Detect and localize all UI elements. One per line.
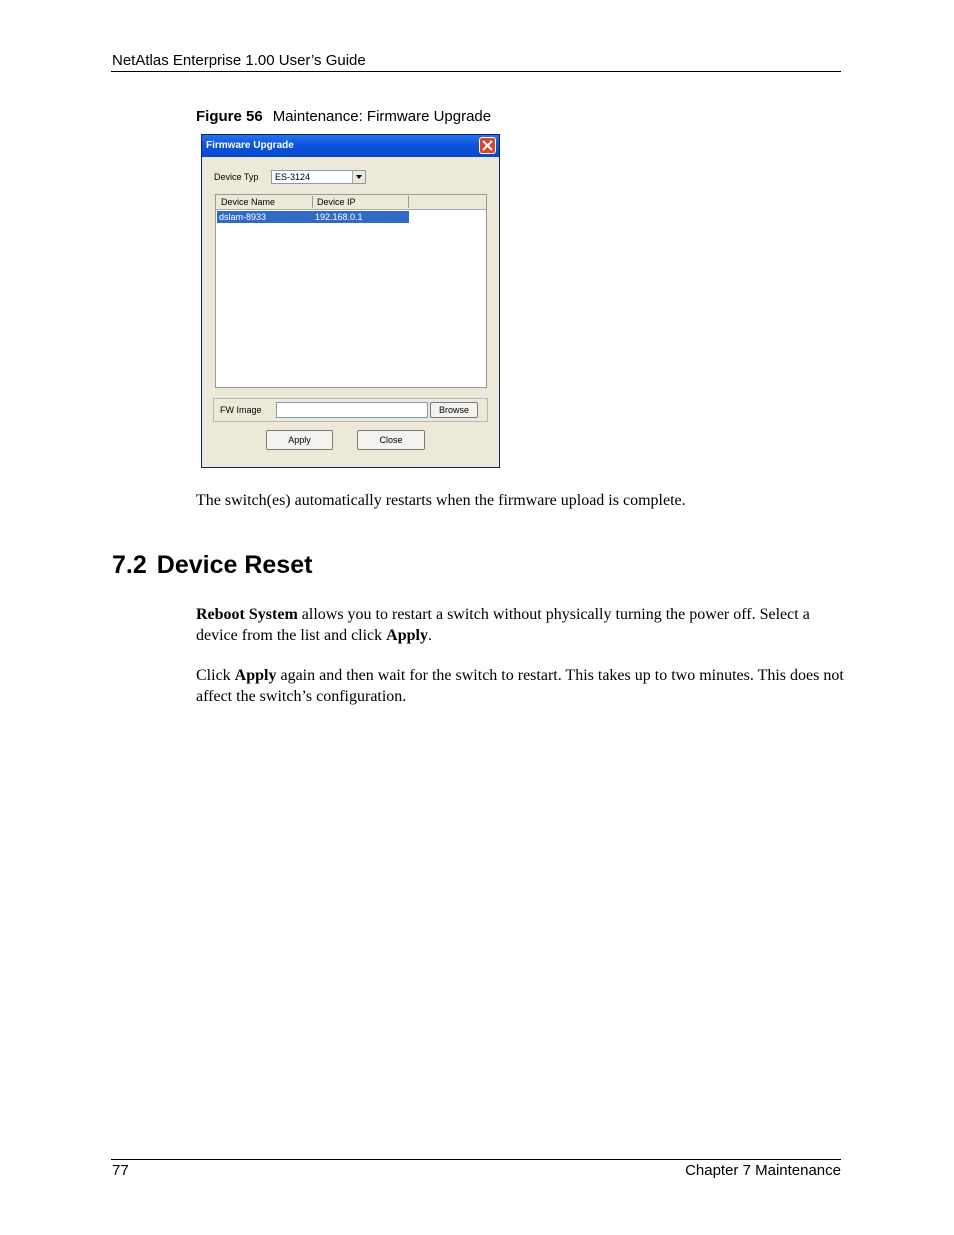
apply-term: Apply <box>234 667 277 684</box>
device-type-label: Device Typ <box>214 172 259 182</box>
list-item[interactable] <box>217 211 409 223</box>
column-separator[interactable] <box>312 196 313 208</box>
fw-image-label: FW Image <box>220 405 262 415</box>
device-ip-cell: 192.168.0.1 <box>315 212 363 222</box>
running-header: NetAtlas Enterprise 1.00 User’s Guide <box>112 52 366 69</box>
figure-number: Figure 56 <box>196 108 263 125</box>
device-name-cell: dslam-8933 <box>219 212 267 222</box>
section-heading <box>112 551 312 580</box>
section-number: 7.2 <box>112 551 147 579</box>
browse-button[interactable] <box>430 402 478 418</box>
fw-image-group <box>213 398 488 422</box>
reboot-text-2: . <box>427 627 432 644</box>
reboot-system-term: Reboot System <box>196 606 298 623</box>
apply-text-1: Click <box>196 667 235 684</box>
reboot-text-1: allows you to restart a switch without physically turning the power off. Select a device from the list and click <box>196 606 810 644</box>
fw-image-input[interactable] <box>276 402 428 418</box>
browse-button-label: Browse <box>438 405 469 415</box>
restart-note: The switch(es) automatically restarts when the firmware upload is complete. <box>196 492 686 509</box>
header-rule <box>111 71 841 72</box>
device-type-value: ES-3124 <box>275 172 311 182</box>
apply-term: Apply <box>386 627 428 644</box>
chevron-down-icon[interactable] <box>352 171 365 183</box>
apply-button-label: Apply <box>288 435 311 445</box>
apply-text-2: again and then wait for the switch to restart. This takes up to two minutes. This does not affect the switch’s configuration. <box>196 667 844 705</box>
apply-button[interactable] <box>266 430 333 450</box>
column-header-device-name[interactable]: Device Name <box>221 197 276 207</box>
figure-caption-text: Maintenance: Firmware Upgrade <box>272 108 492 125</box>
firmware-upgrade-dialog <box>201 134 500 468</box>
close-button-label: Close <box>379 435 403 445</box>
section-title: Device Reset <box>156 551 313 579</box>
footer-rule <box>111 1159 841 1160</box>
figure-caption <box>196 108 491 125</box>
device-list[interactable] <box>215 194 487 388</box>
column-separator[interactable] <box>408 196 409 208</box>
close-button[interactable] <box>357 430 425 450</box>
list-header <box>216 195 486 210</box>
chapter-label: Chapter 7 Maintenance <box>685 1162 841 1179</box>
dialog-titlebar[interactable] <box>202 135 499 157</box>
reboot-paragraph <box>196 604 846 646</box>
column-header-device-ip[interactable]: Device IP <box>317 197 356 207</box>
dialog-title: Firmware Upgrade <box>206 140 294 151</box>
close-icon[interactable] <box>479 137 496 154</box>
device-type-select[interactable] <box>271 170 366 184</box>
page-number: 77 <box>112 1162 129 1179</box>
apply-paragraph <box>196 665 846 707</box>
